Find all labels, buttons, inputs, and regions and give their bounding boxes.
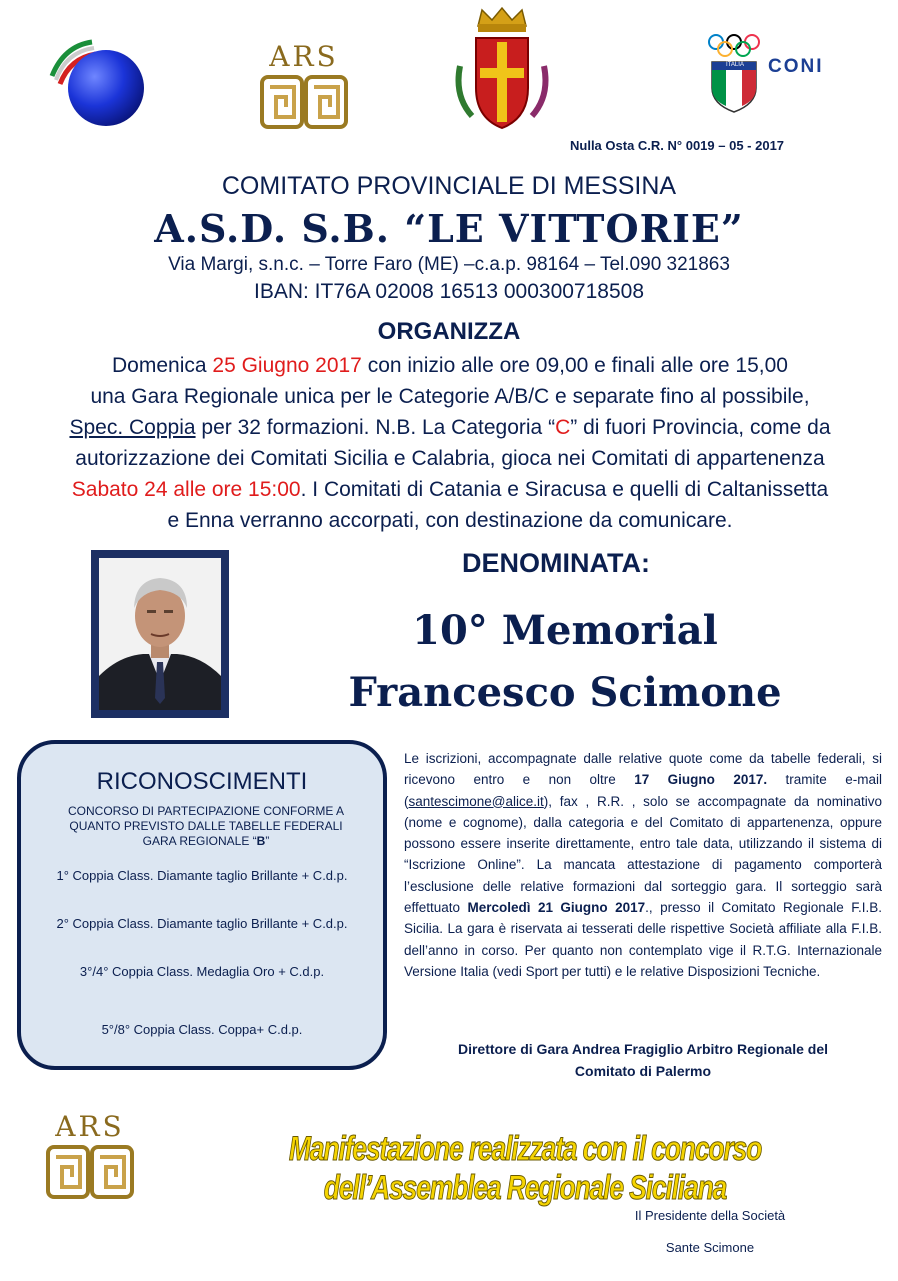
- denominata-heading: DENOMINATA:: [462, 548, 650, 578]
- italia-label: ITALIA: [726, 62, 744, 68]
- president-title: Il Presidente della Società: [634, 1208, 786, 1223]
- riconoscimenti-box: [17, 740, 387, 1070]
- desc-text: Domenica: [112, 354, 213, 377]
- iban-line: IBAN: IT76A 02008 16513 000300718508: [254, 280, 644, 303]
- address-line: Via Margi, s.n.c. – Torre Faro (ME) –c.a.p. 98164 – Tel.090 321863: [168, 254, 730, 275]
- subtitle-line: QUANTO PREVISTO DALLE TABELLE FEDERALI: [69, 819, 343, 833]
- portrait-frame: [91, 550, 229, 718]
- draw-date: Mercoledì 21 Giugno 2017: [467, 900, 646, 916]
- riconoscimenti-title: RICONOSCIMENTI: [96, 768, 308, 795]
- coni-label: CONI: [768, 56, 824, 77]
- desc-text: con inizio alle ore 09,00 e finali alle ore 15,00: [361, 354, 788, 377]
- desc-text: una Gara Regionale unica per le Categorie A/B/C e separate fino al possibile,: [90, 385, 810, 408]
- email-link[interactable]: santescimone@alice.it: [408, 793, 544, 809]
- president-name: Sante Scimone: [665, 1240, 755, 1255]
- saturday-date: Sabato 24 alle ore 15:00: [71, 478, 301, 501]
- fib-logo: [48, 36, 148, 128]
- ars-logo-bottom: [44, 1110, 136, 1202]
- specialty-label: Spec. Coppia: [69, 416, 196, 439]
- direttore-di-gara: [404, 1038, 882, 1082]
- desc-text: . I Comitati di Catania e Siracusa e quelli di Caltanissetta: [300, 478, 829, 501]
- prize-item-2: 2° Coppia Class. Diamante taglio Brillante + C.d.p.: [56, 916, 348, 931]
- subtitle-line: ”: [265, 834, 270, 848]
- prize-item-1: 1° Coppia Class. Diamante taglio Brillante + C.d.p.: [56, 868, 348, 883]
- memorial-title: [300, 600, 830, 724]
- riconoscimenti-subtitle: [41, 804, 371, 849]
- body-segment: ., presso il Comitato Regionale F.I.B. Sicilia. La gara è riservata ai tesserati delle rispettive Società affiliate alla F.I.B. dell’anno in corso. Per quanto non contemplato vige il R.T.G. Internazionale Versione Italia (vedi Sport per tutti) e le relative Disposizioni Tecniche.: [404, 900, 882, 979]
- coni-logo: [706, 32, 846, 114]
- gara-category: B: [256, 834, 266, 848]
- body-segment: tramite e-mail (: [404, 772, 882, 809]
- direttore-line: Comitato di Palermo: [574, 1063, 712, 1079]
- subtitle-line: CONCORSO DI PARTECIPAZIONE CONFORME A: [67, 804, 345, 818]
- desc-text: per 32 formazioni. N.B. La Categoria “: [195, 416, 556, 439]
- ars-meander-icon: [258, 73, 350, 131]
- desc-text: e Enna verranno accorpati, con destinazione da comunicare.: [167, 509, 733, 532]
- ars-logo-top: [258, 40, 350, 132]
- asd-title: A.S.D. S.B. “LE VITTORIE”: [154, 206, 744, 251]
- event-date: 25 Giugno 2017: [212, 354, 362, 377]
- ars-banner: Manifestazione realizzata con il concorso dell’Assemblea Regionale Siciliana: [288, 1130, 762, 1207]
- prize-item-3: 3°/4° Coppia Class. Medaglia Oro + C.d.p.: [79, 964, 325, 979]
- nulla-osta: Nulla Osta C.R. N° 0019 – 05 - 2017: [570, 138, 785, 153]
- prize-item-4: 5°/8° Coppia Class. Coppa+ C.d.p.: [101, 1022, 303, 1037]
- subtitle-line: GARA REGIONALE “: [142, 834, 257, 848]
- ars-logo-text: ARS: [55, 1110, 125, 1143]
- direttore-line: Direttore di Gara Andrea Fragiglio Arbitro Regionale del: [457, 1041, 829, 1057]
- memorial-line-1: 10° Memorial: [412, 607, 718, 654]
- deadline-date: 17 Giugno 2017.: [634, 772, 768, 788]
- body-segment: ), fax , R.R. , solo se accompagnate da nominativo (nome e cognome), dalla categoria e del Comitato di appartenenza, oppure possono essere inserite direttamente, entro tale data, utilizzando il sistema di “Iscrizione Online”. La mancata attestazione di pagamento comporterà l’esclusione delle relative formazioni dal sorteggio gara. Il sorteggio sarà effettuato: [404, 793, 882, 916]
- organizza-heading: ORGANIZZA: [377, 318, 521, 345]
- event-description: [60, 350, 840, 536]
- body-segment: Le iscrizioni, accompagnate dalle relative quote come da tabelle federali, si ricevono entro e non oltre: [404, 751, 882, 788]
- iscrizioni-text: [404, 748, 882, 982]
- ars-logo-text: ARS: [269, 40, 339, 73]
- desc-text: autorizzazione dei Comitati Sicilia e Calabria, gioca nei Comitati di appartenenza: [75, 447, 825, 470]
- messina-coat-of-arms: [452, 6, 552, 136]
- memorial-line-2: Francesco Scimone: [348, 669, 782, 716]
- comitato-title: COMITATO PROVINCIALE DI MESSINA: [221, 172, 677, 200]
- desc-text: ” di fuori Provincia, come da: [570, 416, 831, 439]
- ars-meander-icon: [44, 1143, 136, 1201]
- portrait-photo: [99, 558, 221, 710]
- category-c: C: [555, 416, 571, 439]
